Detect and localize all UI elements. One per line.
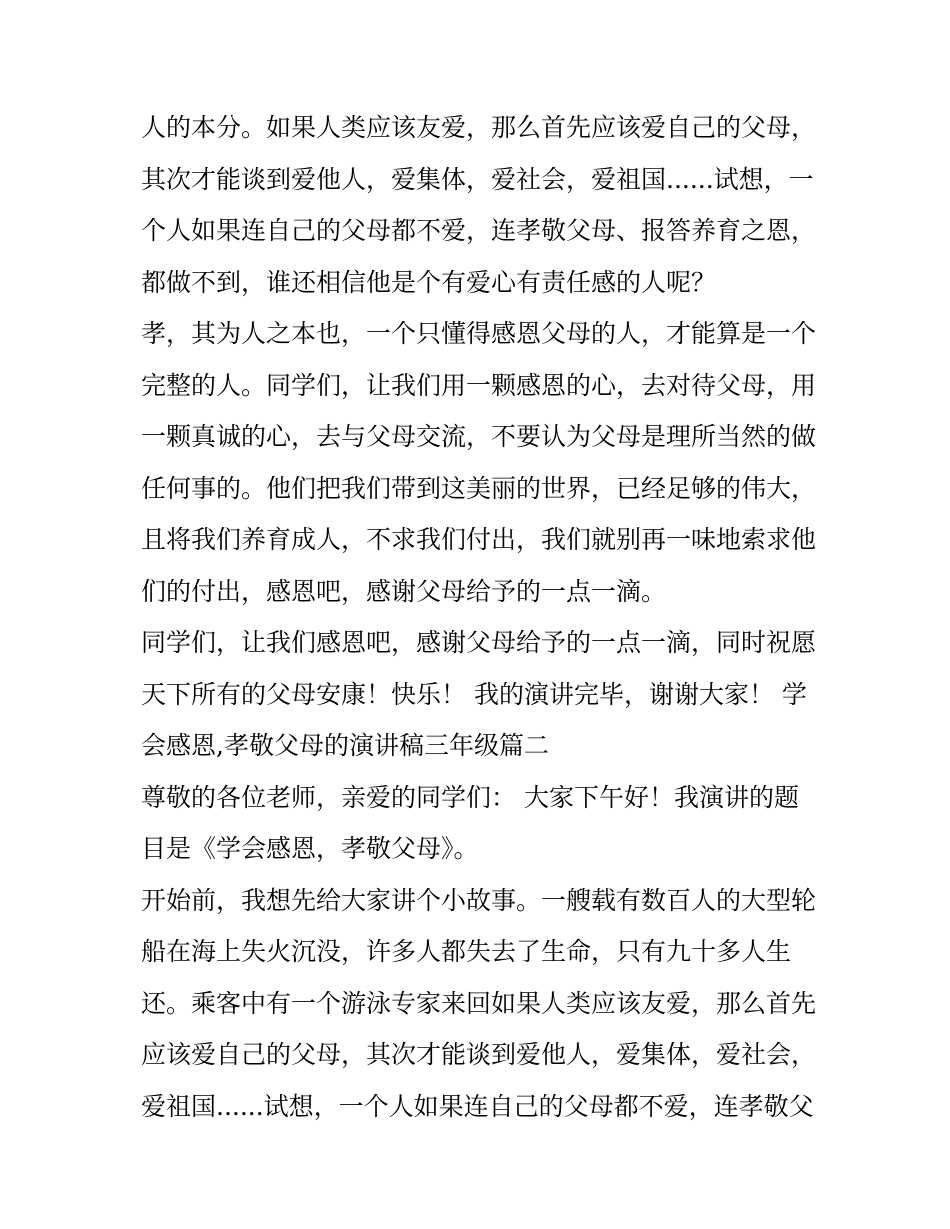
body-text bbox=[141, 102, 821, 1132]
text-line: 个人如果连自己的父母都不爱，连孝敬父母、报答养育之恩， bbox=[141, 216, 817, 245]
text-line: 都做不到，谁还相信他是个有爱心有责任感的人呢？ bbox=[141, 267, 717, 297]
text-line: 应该爱自己的父母，其次才能谈到爱他人，爱集体，爱社会， bbox=[141, 1040, 817, 1069]
text-line: 目是《学会感恩，孝敬父母》。 bbox=[141, 834, 479, 863]
text-line: 尊敬的各位老师，亲爱的同学们： 大家下午好！我演讲的题 bbox=[141, 782, 799, 812]
text-line: 人的本分。如果人类应该友爱，那么首先应该爱自己的父母， bbox=[141, 113, 817, 142]
text-line: 天下所有的父母安康！快乐！ 我的演讲完毕，谢谢大家！ 学 bbox=[141, 679, 807, 709]
text-line: 其次才能谈到爱他人，爱集体，爱社会，爱祖国......试想，一 bbox=[141, 164, 814, 194]
text-line: 任何事的。他们把我们带到这美丽的世界，已经足够的伟大， bbox=[141, 473, 817, 503]
text-line: 同学们，让我们感恩吧，感谢父母给予的一点一滴，同时祝愿 bbox=[141, 628, 817, 657]
text-line: 们的付出，感恩吧，感谢父母给予的一点一滴。 bbox=[141, 576, 667, 606]
text-line: 船在海上失火沉没，许多人都失去了生命，只有九十多人生 bbox=[141, 937, 792, 966]
text-line: 孝，其为人之本也，一个只懂得感恩父母的人，才能算是一个 bbox=[141, 319, 817, 348]
text-line: 完整的人。同学们，让我们用一颗感恩的心，去对待父母，用 bbox=[141, 370, 817, 400]
text-line: 且将我们养育成人，不求我们付出，我们就别再一味地索求他 bbox=[141, 525, 817, 554]
text-line: 爱祖国......试想，一个人如果连自己的父母都不爱，连孝敬父 bbox=[141, 1091, 814, 1121]
section-heading: 会感恩,孝敬父母的演讲稿三年级篇二 bbox=[141, 731, 549, 760]
text-line: 还。乘客中有一个游泳专家来回如果人类应该友爱，那么首先 bbox=[141, 988, 817, 1018]
text-line: 开始前，我想先给大家讲个小故事。一艘载有数百人的大型轮 bbox=[141, 885, 817, 915]
text-line: 一颗真诚的心，去与父母交流，不要认为父母是理所当然的做 bbox=[141, 422, 817, 451]
